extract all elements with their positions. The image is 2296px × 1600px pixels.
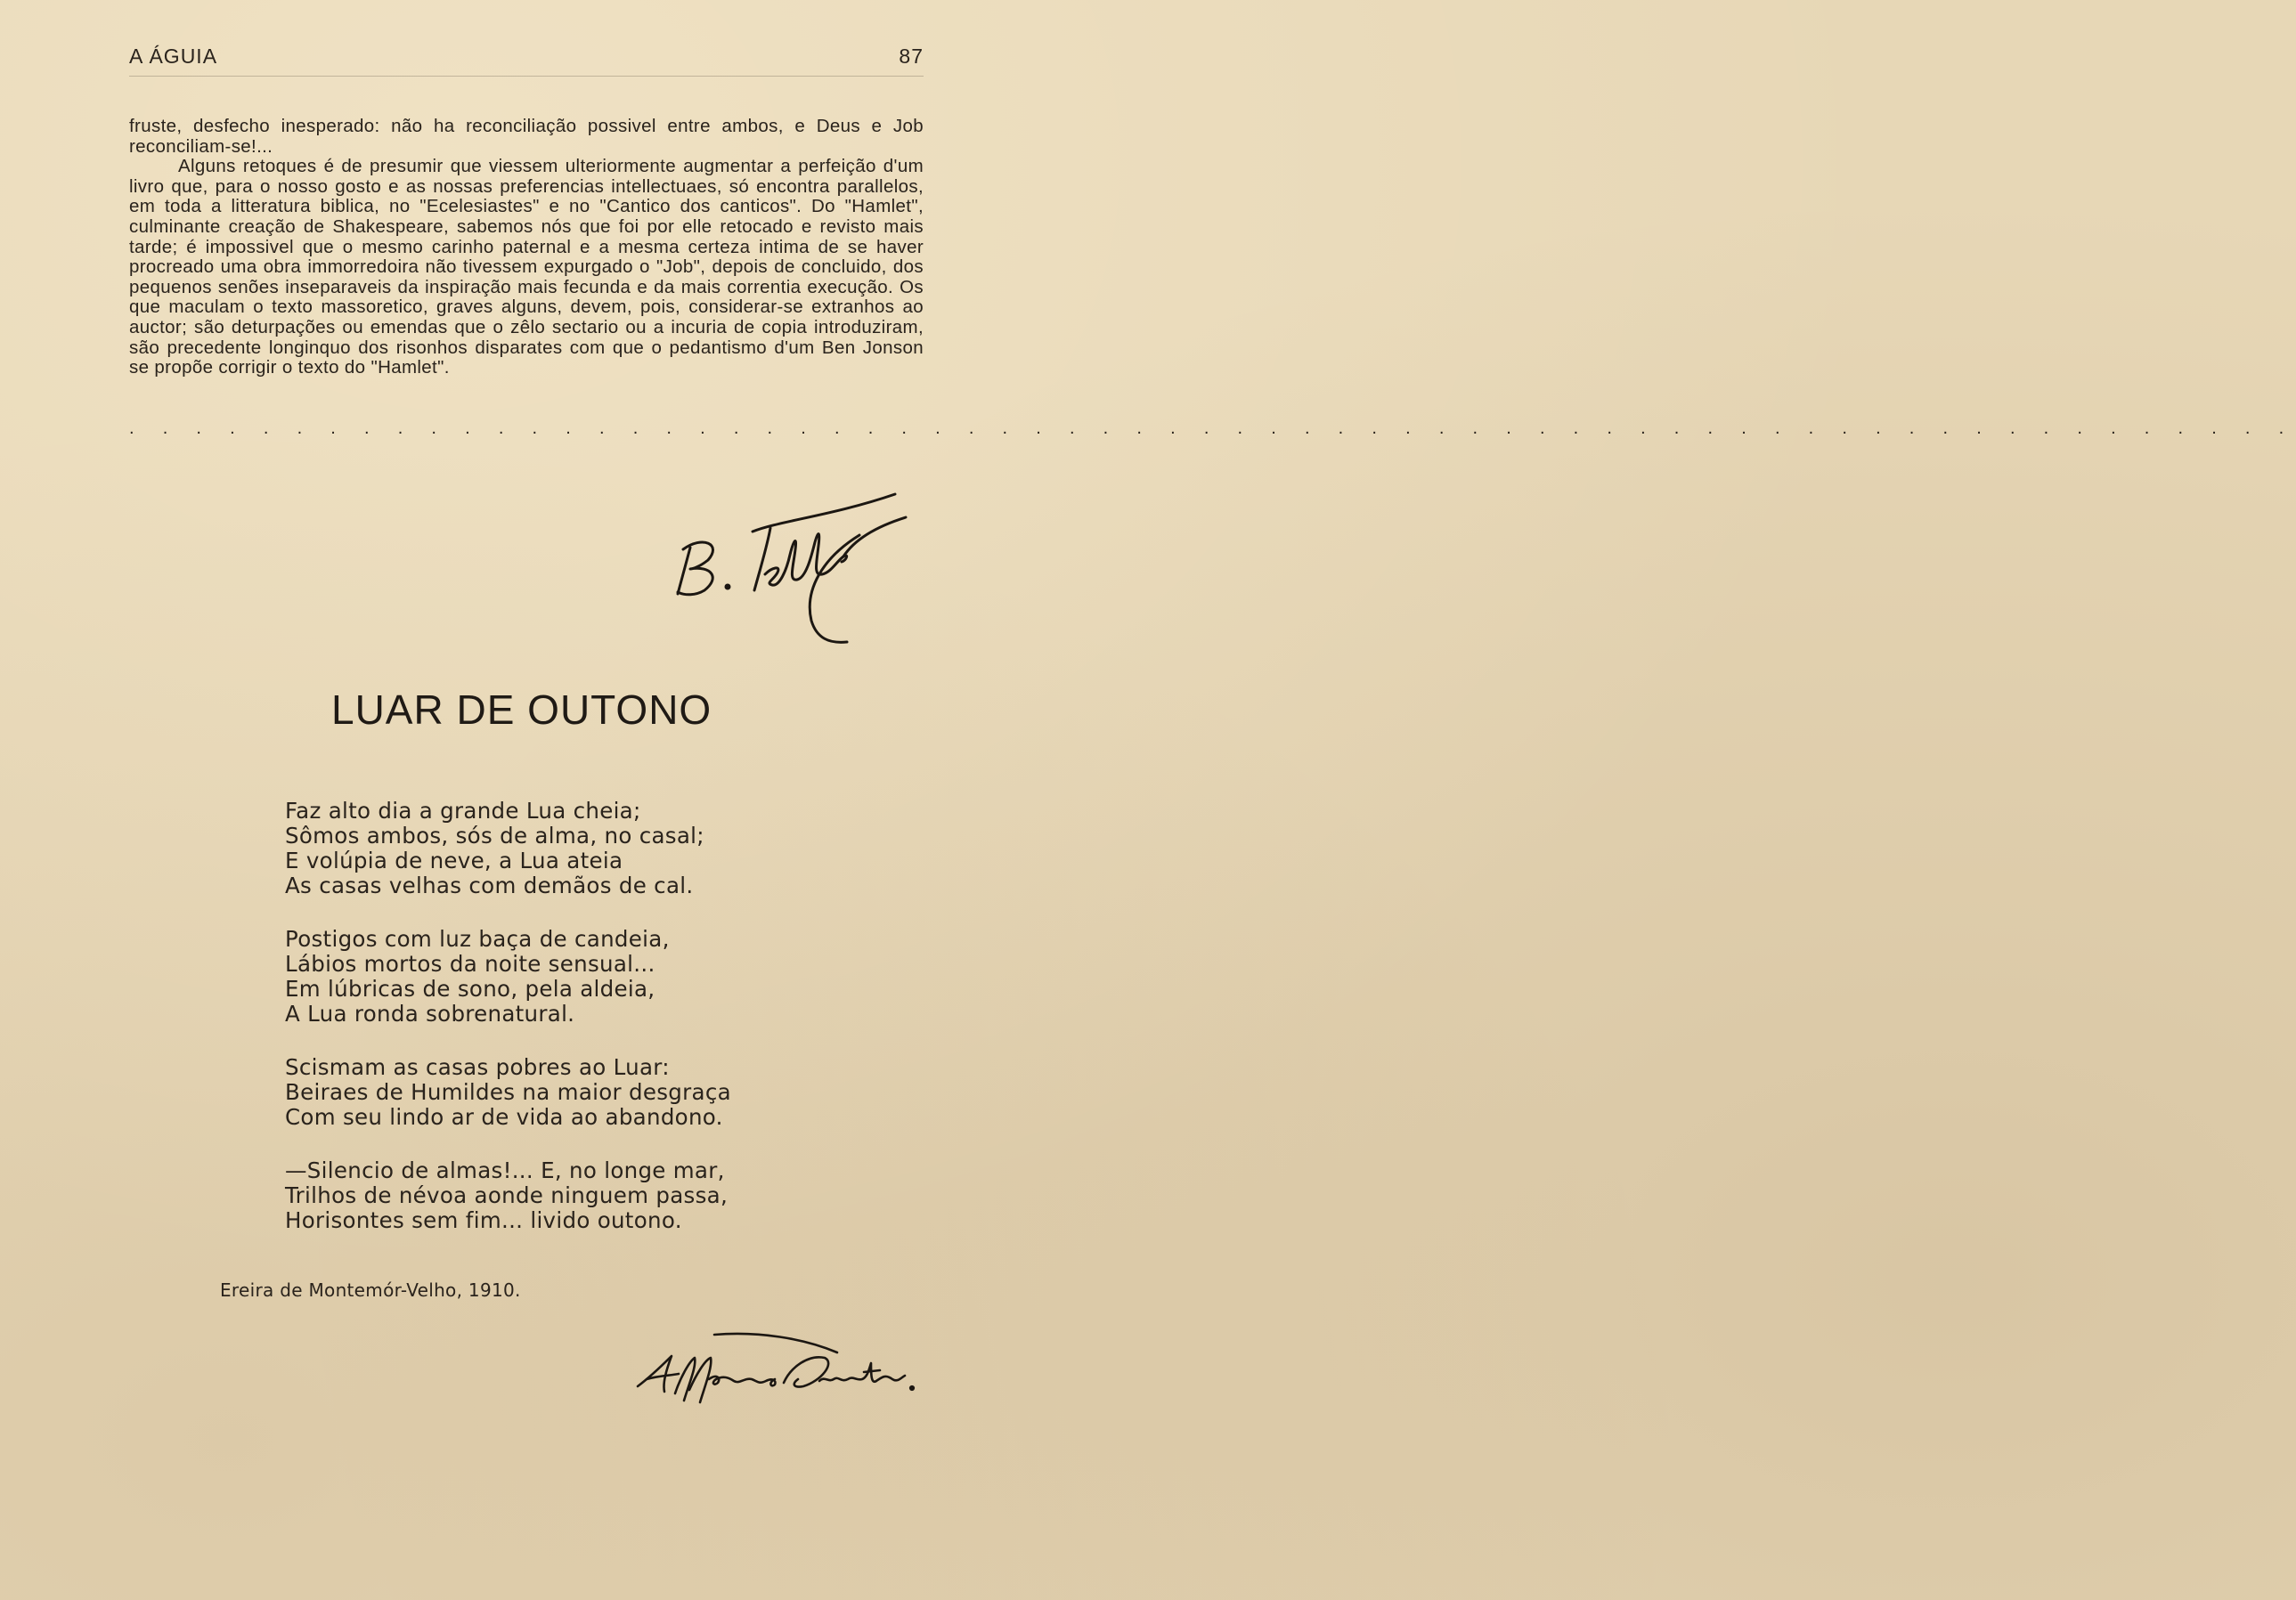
verse-line: Scismam as casas pobres ao Luar:	[285, 1054, 670, 1080]
poem-dateline: Ereira de Montemór-Velho, 1910.	[220, 1279, 521, 1301]
header-rule	[129, 76, 924, 77]
signature-affonso-duarte-drawing	[634, 1331, 919, 1407]
journal-title: A ÁGUIA	[129, 45, 218, 68]
section-ellipsis: . . . . . . . . . . . . . . . . . . . . . . . . . . . . . . . . . . . . . . . . . . . . . . . . . . . . . . . . . . . . . . . . .	[129, 418, 2296, 438]
verse-line: Postigos com luz baça de candeia,	[285, 926, 670, 952]
running-head	[129, 45, 924, 77]
stanza	[285, 1158, 731, 1233]
verse-line: Com seu lindo ar de vida ao abandono.	[285, 1104, 723, 1130]
verse-line: E volúpia de neve, a Lua ateia	[285, 848, 623, 873]
verse-line: As casas velhas com demãos de cal.	[285, 873, 694, 898]
signature-affonso-duarte	[634, 1331, 919, 1407]
stanza	[285, 927, 731, 1027]
stanza	[285, 1055, 731, 1130]
poem-title: LUAR DE OUTONO	[331, 686, 712, 733]
verse-line: Faz alto dia a grande Lua cheia;	[285, 798, 641, 824]
verse-line: Horisontes sem fim... livido outono.	[285, 1207, 682, 1233]
stanza	[285, 799, 731, 898]
signature-b-telles	[672, 485, 908, 650]
verse-line: Beiraes de Humildes na maior desgraça	[285, 1079, 731, 1105]
prose-body	[129, 117, 924, 378]
prose-paragraph: Alguns retoques é de presumir que viessem ulteriormente augmentar a perfeição d'um livro que, para o nosso gosto e as nossas preferencias intellectuaes, só encontra parallelos, em toda a litteratura biblica, no "Ecelesiastes" e no "Cantico dos canticos". Do "Hamlet", culminante creação de Shakespeare, sabemos nós que foi por elle retocado e revisto mais tarde; é impossivel que o mesmo carinho paternal e a mesma certeza intima de se haver procreado uma obra immorredoira não tivessem expurgado o "Job", depois de concluido, dos pequenos senões inseparaveis da inspiração mais fecunda e da mais correntia execução. Os que maculam o texto massoretico, graves alguns, devem, pois, considerar-se extranhos ao auctor; são deturpações ou emendas que o zêlo sectario ou a incuria de copia introduziram, são precedente longinquo dos risonhos disparates com que o pedantismo d'um Ben Jonson se propõe corrigir o texto do "Hamlet".	[129, 156, 924, 378]
verse-line: Trilhos de névoa aonde ninguem passa,	[285, 1182, 729, 1208]
verse-line: Lábios mortos da noite sensual...	[285, 951, 655, 977]
prose-paragraph: fruste, desfecho inesperado: não ha reconciliação possivel entre ambos, e Deus e Job reconciliam-se!...	[129, 116, 924, 157]
verse-line: Sômos ambos, sós de alma, no casal;	[285, 823, 704, 849]
verse-line: Em lúbricas de sono, pela aldeia,	[285, 976, 655, 1002]
verse-line: A Lua ronda sobrenatural.	[285, 1001, 575, 1027]
poem-body	[285, 799, 731, 1262]
verse-line: —Silencio de almas!... E, no longe mar,	[285, 1157, 725, 1183]
page-number: 87	[899, 45, 924, 68]
signature-b-telles-drawing	[672, 485, 908, 650]
